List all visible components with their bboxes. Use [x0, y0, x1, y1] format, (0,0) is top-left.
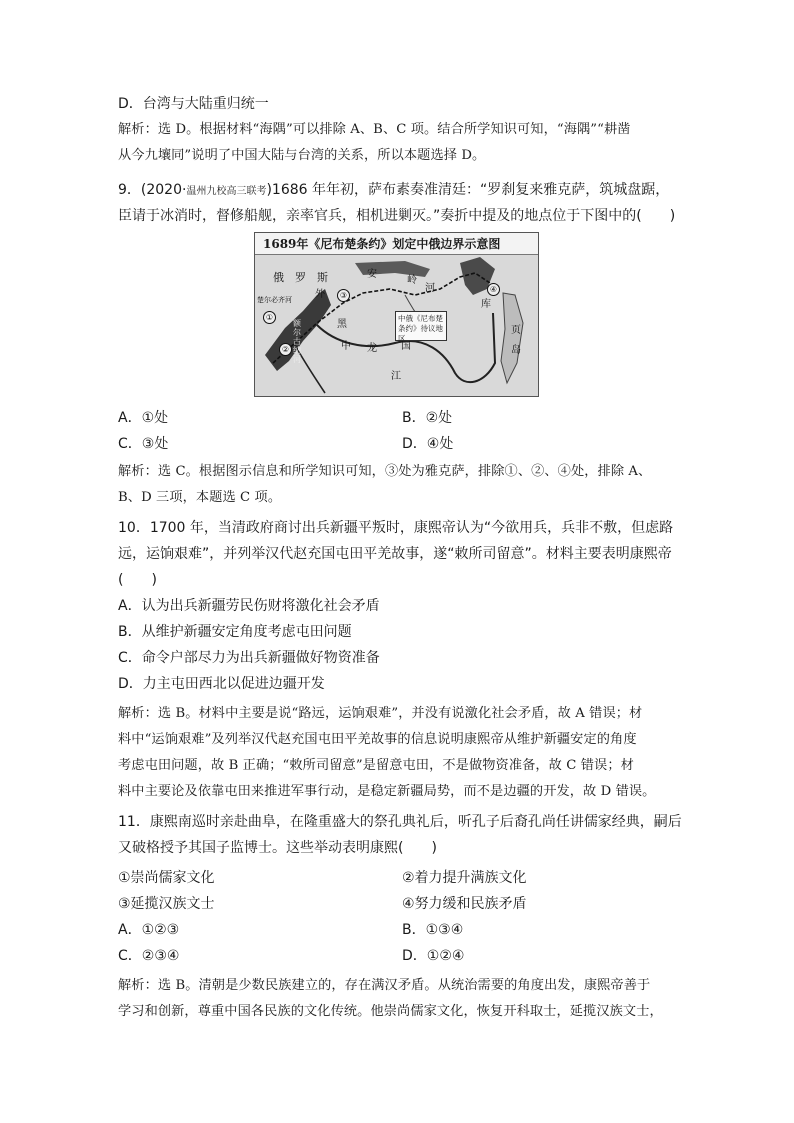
- q11-statement-2: ②着力提升满族文化: [402, 870, 527, 886]
- q8-explanation-line2: 从今九壤同”说明了中国大陆与台湾的关系，所以本题选择 D。: [118, 148, 486, 163]
- q8-explanation-line1: 解析：选 D。根据材料“海隅”可以排除 A、B、C 项。结合所学知识可知，“海隅”“耕凿: [118, 122, 631, 137]
- q11-stem-line1: 11．康熙南巡时亲赴曲阜，在隆重盛大的祭孔典礼后，听孔子后裔孔尚任讲儒家经典，嗣后: [118, 814, 682, 830]
- label-ling: 岭: [407, 275, 417, 286]
- marker-4: ④: [487, 283, 500, 296]
- label-wai: 外: [315, 289, 325, 300]
- q11-option-c: C．②③④: [118, 948, 180, 964]
- q9-option-a: A．①处: [118, 410, 169, 426]
- label-dao: 岛: [511, 345, 521, 356]
- label-city: 楚尔必齐河: [257, 296, 292, 304]
- label-long: 龙: [367, 343, 377, 354]
- q9-explanation-line1: 解析：选 C。根据图示信息和所学知识可知，③处为雅克萨，排除①、②、④处，排除 A、: [118, 464, 652, 479]
- q10-option-c: C．命令户部尽力为出兵新疆做好物资准备: [118, 650, 380, 666]
- q11-option-b: B．①③④: [402, 922, 464, 938]
- sakhalin-island: [501, 293, 523, 383]
- label-an: 安: [367, 269, 377, 280]
- q11-statements-row2: [118, 894, 678, 914]
- marker-3: ③: [337, 289, 350, 302]
- q11-statement-1: ①崇尚儒家文化: [118, 870, 215, 886]
- q8-option-d: D．台湾与大陆重归统一: [118, 96, 269, 112]
- q9-stem-line2: 臣请于冰消时，督修船舰，亲率官兵，相机进剿灭。”奏折中提及的地点位于下图中的( ): [118, 208, 676, 224]
- q10-option-b: B．从维护新疆安定角度考虑屯田问题: [118, 624, 352, 640]
- label-russia: 俄 罗 斯: [273, 271, 328, 284]
- q9-option-d: D．④处: [402, 436, 454, 452]
- q9-options-row2: [118, 434, 678, 454]
- label-he: 河: [425, 283, 435, 294]
- marker-1: ①: [263, 311, 276, 324]
- q10-explanation-line2: 料中“运饷艰难”及列举汉代赵充国屯田平羌故事的信息说明康熙帝从维护新疆安定的角度: [118, 732, 637, 747]
- q9-stem-line1: [118, 180, 678, 202]
- q9-options-row1: [118, 408, 678, 428]
- marker-2: ②: [279, 343, 292, 356]
- q10-explanation-line4: 料中主要论及依靠屯田来推进军事行动，是稳定新疆局势，而不是边疆的开发，故 D 错误。: [118, 784, 656, 799]
- q9-explanation-line2: B、D 三项，本题选 C 项。: [118, 490, 282, 505]
- q9-option-c: C．③处: [118, 436, 169, 452]
- q11-explanation-line1: 解析：选 B。清朝是少数民族建立的，存在满汉矛盾。从统治需要的角度出发，康熙帝善于: [118, 978, 651, 993]
- treaty-map: [254, 232, 539, 397]
- label-jiang: 江: [391, 371, 401, 382]
- q11-stem-line2: 又破格授予其国子监博士。这些举动表明康熙( ): [118, 840, 437, 856]
- q10-stem-line2: 远，运饷艰难”，并列举汉代赵充国屯田平羌故事，遂“敕所司留意”。材料主要表明康熙帝: [118, 546, 672, 562]
- label-ye: 页: [511, 325, 521, 336]
- q11-options-row2: [118, 946, 678, 966]
- q10-explanation-line3: 考虑屯田问题，故 B 正确；“敕所司留意”是留意屯田，不是做物资准备，故 C 错误；材: [118, 758, 634, 773]
- map-title: 1689年《尼布楚条约》划定中俄边界示意图: [255, 233, 538, 255]
- q9-stem-text: )1686 年年初，萨布素奏准清廷：“罗刹复来雅克萨，筑城盘踞，: [266, 182, 670, 198]
- q10-option-a: A．认为出兵新疆劳民伤财将激化社会矛盾: [118, 598, 380, 614]
- label-zhong: 中: [341, 341, 351, 352]
- q11-option-d: D．①②④: [402, 948, 465, 964]
- label-hei: 黑: [337, 319, 347, 330]
- label-note: 中俄《尼布楚条约》待议地区: [395, 311, 447, 341]
- q10-explanation-line1: 解析：选 B。材料中主要是说“路远，运饷艰难”，并没有说激化社会矛盾，故 A 错误；材: [118, 706, 643, 721]
- q10-option-d: D．力主屯田西北以促进边疆开发: [118, 676, 325, 692]
- q11-option-a: A．①②③: [118, 922, 180, 938]
- q9-option-b: B．②处: [402, 410, 453, 426]
- q11-statement-4: ④努力缓和民族矛盾: [402, 896, 527, 912]
- q10-stem-line1: 10．1700 年，当清政府商讨出兵新疆平叛时，康熙帝认为“今欲用兵，兵非不敷，但虑路: [118, 520, 674, 536]
- q11-statements-row1: [118, 868, 678, 888]
- q11-options-row1: [118, 920, 678, 940]
- label-ku: 库: [481, 299, 491, 310]
- q11-explanation-line2: 学习和创新，尊重中国各民族的文化传统。他崇尚儒家文化，恢复开科取士，延揽汉族文士，: [118, 1004, 663, 1019]
- q9-source: 温州九校高三联考: [186, 186, 267, 197]
- label-erguna: 额尔古纳河: [293, 319, 301, 364]
- q9-number: 9．(2020·: [118, 182, 187, 198]
- q10-stem-line3: ( ): [118, 572, 157, 588]
- label-guo: 国: [401, 341, 411, 352]
- q11-statement-3: ③延揽汉族文士: [118, 896, 215, 912]
